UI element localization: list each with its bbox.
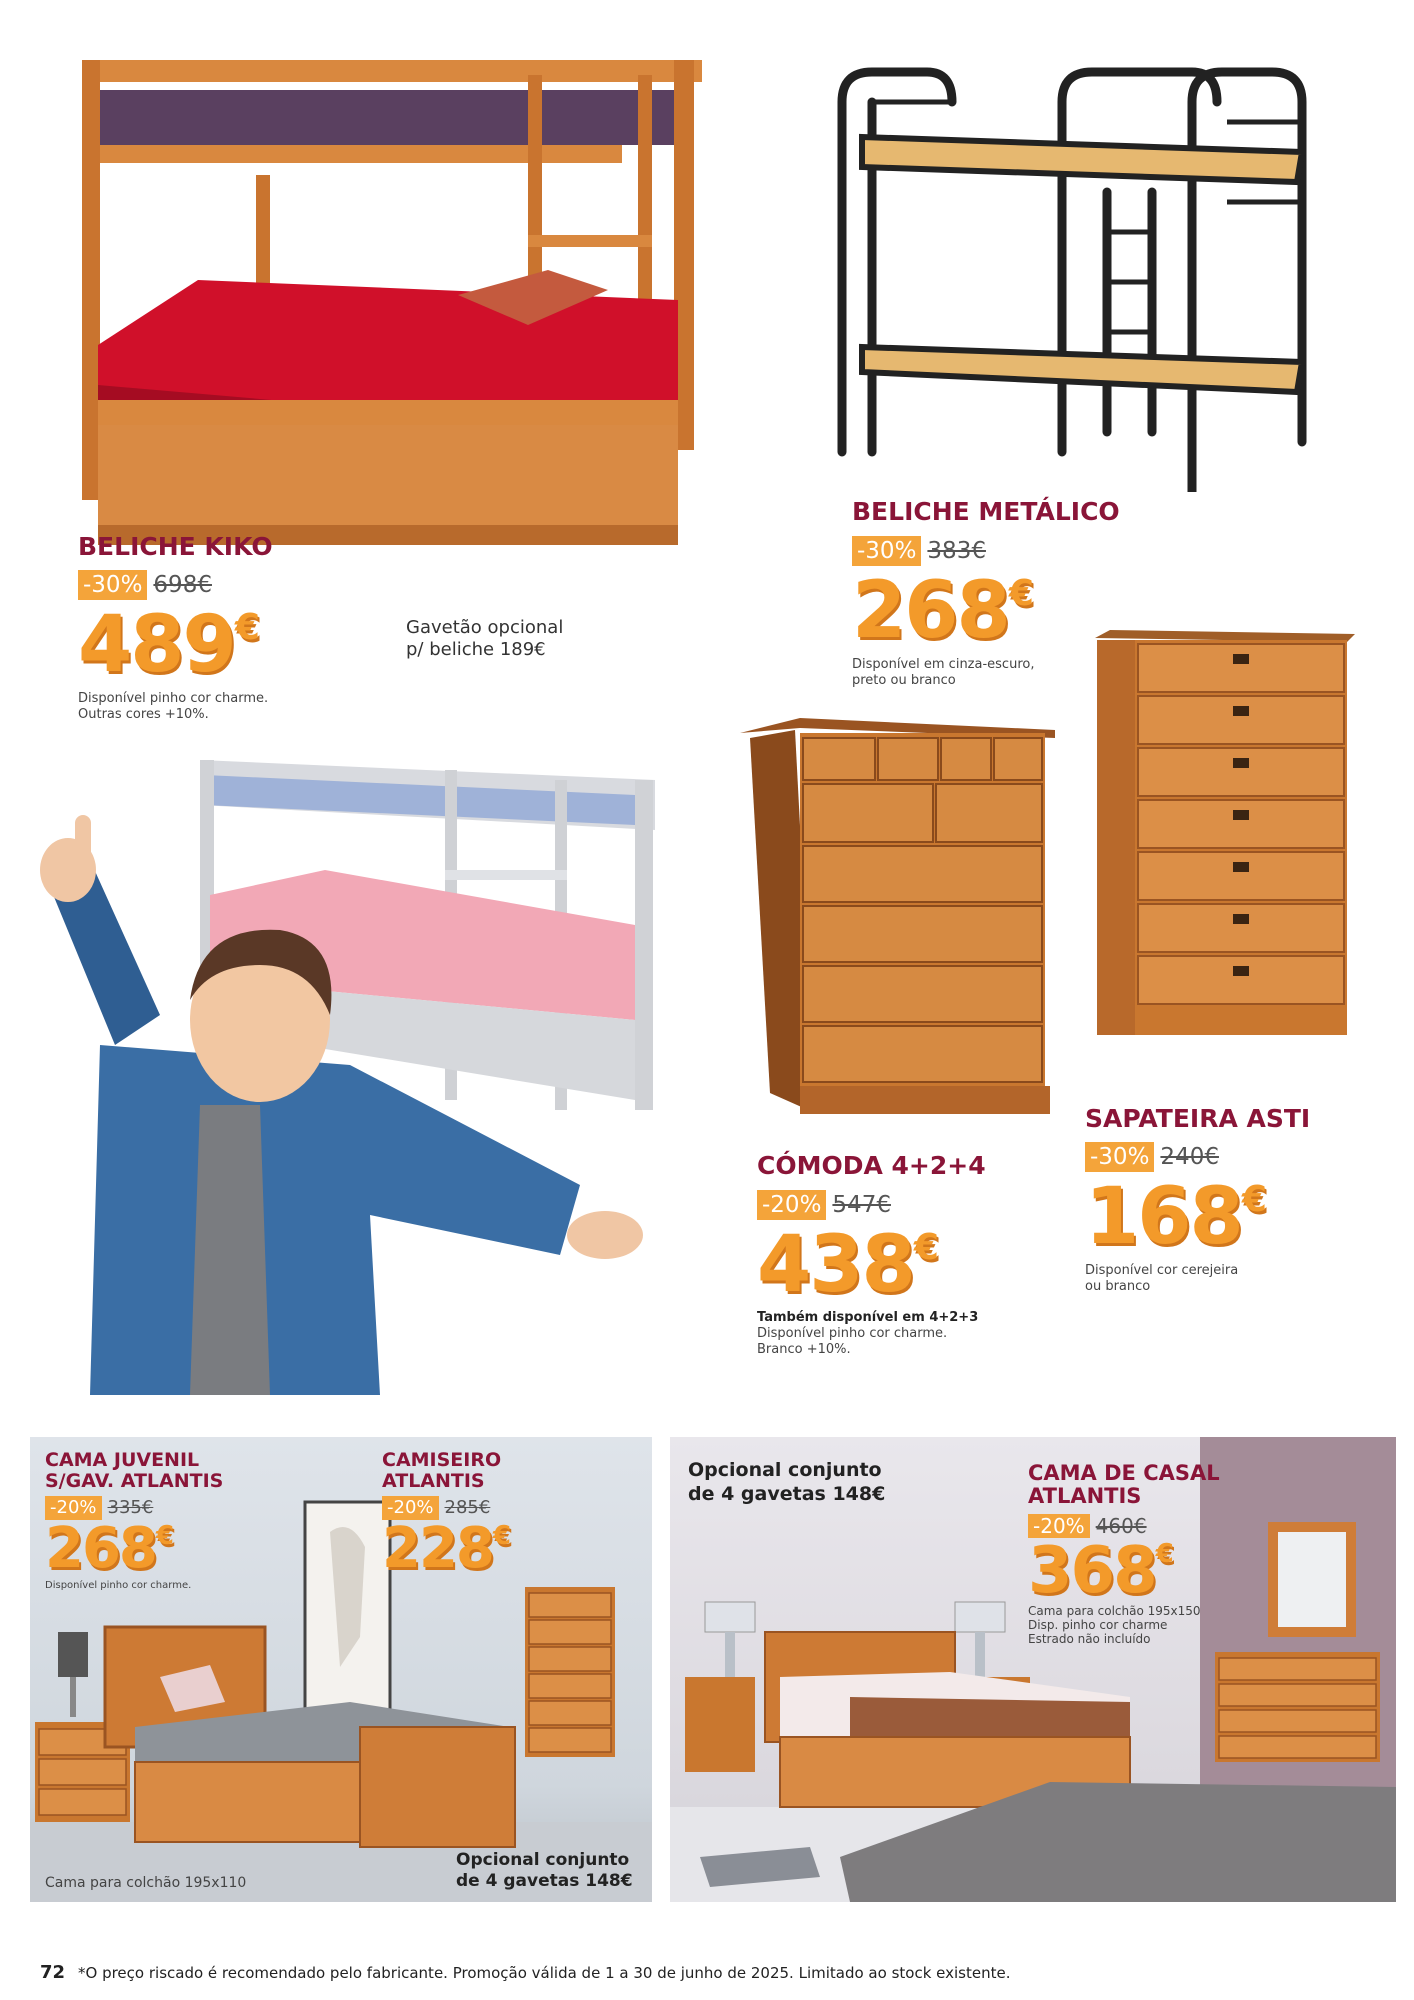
cama-juvenil-block xyxy=(45,1450,223,1594)
camiseiro-title-1: CAMISEIRO xyxy=(382,1449,502,1471)
discount-badge: -30% xyxy=(852,536,921,566)
currency: € xyxy=(1241,1179,1265,1220)
cama-juvenil-title-1: CAMA JUVENIL xyxy=(45,1449,200,1471)
page-number: 72 xyxy=(40,1962,66,1983)
note-line: Disponível pinho cor charme. xyxy=(757,1326,948,1341)
comoda-image xyxy=(740,718,1055,1128)
cama-juvenil-note: Disponível pinho cor charme. xyxy=(45,1580,192,1591)
note-line: Estrado não incluído xyxy=(1028,1632,1151,1646)
old-price: 285€ xyxy=(444,1497,491,1518)
cama-casal-block xyxy=(1028,1462,1220,1646)
camiseiro-block xyxy=(382,1449,509,1581)
currency: € xyxy=(234,607,258,648)
currency: € xyxy=(913,1227,937,1268)
price-value: 438 xyxy=(757,1220,914,1310)
currency: € xyxy=(492,1521,509,1551)
price-value: 368 xyxy=(1028,1534,1156,1608)
beliche-metalico-price-tag xyxy=(852,536,986,566)
option-line: de 4 gavetas 148€ xyxy=(688,1483,886,1505)
note-line: Disponível em cinza-escuro, xyxy=(852,657,1035,672)
comoda-title: CÓMODA 4+2+4 xyxy=(757,1151,986,1180)
sapateira-image xyxy=(1095,630,1355,1040)
discount-badge: -20% xyxy=(757,1190,826,1220)
cama-casal-price xyxy=(1028,1534,1220,1608)
option-line: p/ beliche 189€ xyxy=(406,639,546,660)
beliche-metalico-note xyxy=(852,657,1034,689)
comoda-price-tag xyxy=(757,1190,891,1220)
note-line: Disponível cor cerejeira xyxy=(1085,1263,1239,1278)
sapateira-title: SAPATEIRA ASTI xyxy=(1085,1104,1311,1133)
child-thumbs-up-image xyxy=(20,815,655,1395)
camiseiro-title-2: ATLANTIS xyxy=(382,1470,485,1492)
beliche-metalico-title: BELICHE METÁLICO xyxy=(852,497,1120,526)
note-line: Disp. pinho cor charme xyxy=(1028,1618,1168,1632)
price-value: 168 xyxy=(1085,1172,1242,1262)
beliche-kiko-option xyxy=(406,617,563,661)
footer-disclaimer: *O preço riscado é recomendado pelo fabricante. Promoção válida de 1 a 30 de junho de 2025. Limitado ao stock existente. xyxy=(78,1964,1011,1982)
note-bold: Também disponível em 4+2+3 xyxy=(757,1310,979,1325)
beliche-metalico-image xyxy=(832,62,1322,492)
old-price: 698€ xyxy=(153,572,212,598)
beliche-kiko-image xyxy=(78,55,718,575)
price-value: 228 xyxy=(382,1516,493,1581)
note-line: preto ou branco xyxy=(852,673,956,688)
option-line: Opcional conjunto xyxy=(456,1850,630,1870)
old-price: 335€ xyxy=(107,1497,154,1518)
cama-juvenil-price xyxy=(45,1516,223,1581)
comoda-price xyxy=(757,1220,937,1310)
old-price: 547€ xyxy=(832,1192,891,1218)
option-line: Opcional conjunto xyxy=(688,1459,882,1481)
price-value: 268 xyxy=(45,1516,156,1581)
note-line: Disponível pinho cor charme. xyxy=(78,691,269,706)
discount-badge: -20% xyxy=(382,1496,439,1520)
cama-juvenil-bottom-note: Cama para colchão 195x110 xyxy=(45,1875,247,1891)
cama-casal-title-2: ATLANTIS xyxy=(1028,1484,1142,1508)
cama-casal-title-1: CAMA DE CASAL xyxy=(1028,1461,1220,1485)
cama-juvenil-title-2: S/GAV. ATLANTIS xyxy=(45,1470,224,1492)
sapateira-price-tag xyxy=(1085,1142,1219,1172)
cama-casal-option xyxy=(688,1458,885,1506)
sapateira-note xyxy=(1085,1263,1238,1295)
option-line: Gavetão opcional xyxy=(406,617,564,638)
cama-casal-note xyxy=(1028,1604,1220,1646)
discount-badge: -30% xyxy=(1085,1142,1154,1172)
camiseiro-price xyxy=(382,1516,509,1581)
note-line: Branco +10%. xyxy=(757,1342,851,1357)
beliche-kiko-title: BELICHE KIKO xyxy=(78,532,273,561)
old-price: 240€ xyxy=(1160,1144,1219,1170)
beliche-kiko-price-tag xyxy=(78,570,212,600)
note-line: ou branco xyxy=(1085,1279,1151,1294)
beliche-kiko-price xyxy=(78,600,258,690)
sapateira-price xyxy=(1085,1172,1265,1262)
comoda-note xyxy=(757,1310,978,1358)
currency: € xyxy=(1008,573,1032,614)
beliche-kiko-note xyxy=(78,691,268,723)
price-value: 268 xyxy=(852,566,1009,656)
note-line: Outras cores +10%. xyxy=(78,707,209,722)
currency: € xyxy=(1155,1539,1172,1569)
price-value: 489 xyxy=(78,600,235,690)
currency: € xyxy=(155,1521,172,1551)
discount-badge: -30% xyxy=(78,570,147,600)
beliche-metalico-price xyxy=(852,566,1032,656)
old-price: 460€ xyxy=(1095,1514,1147,1538)
note-line: Cama para colchão 195x150 xyxy=(1028,1604,1201,1618)
option-line: de 4 gavetas 148€ xyxy=(456,1871,633,1891)
discount-badge: -20% xyxy=(45,1496,102,1520)
camiseiro-option xyxy=(456,1850,633,1892)
old-price: 383€ xyxy=(927,538,986,564)
discount-badge: -20% xyxy=(1028,1514,1090,1538)
